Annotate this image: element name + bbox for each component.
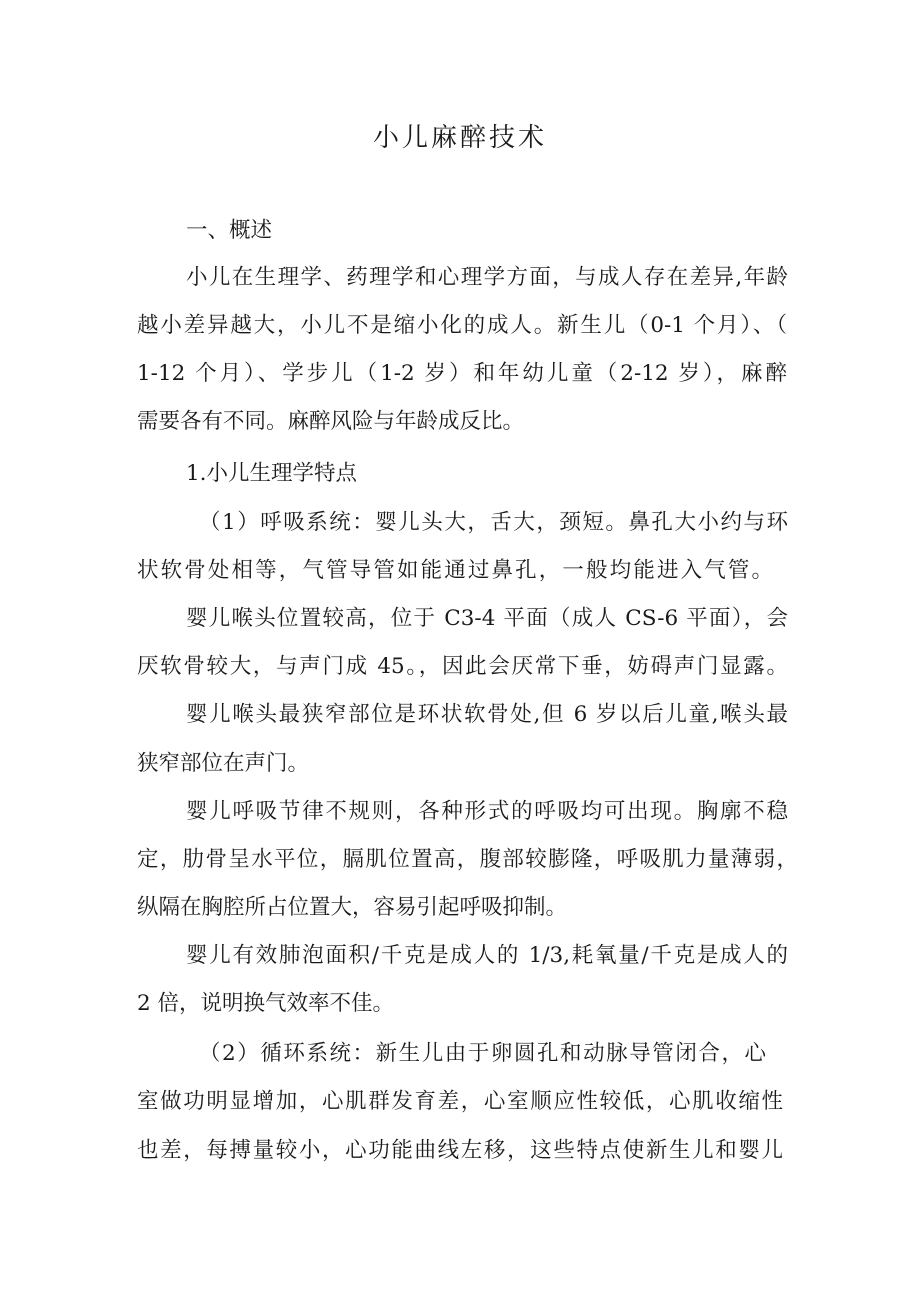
paragraph-line: 1-12 个月）、学步儿（1-2 岁）和年幼儿童（2-12 岁），麻醉: [137, 361, 787, 386]
paragraph-line: 狭窄部位在声门。: [137, 751, 310, 776]
paragraph-line: 婴儿有效肺泡面积/千克是成人的 1/3,耗氧量/千克是成人的: [186, 943, 788, 968]
paragraph-line: 越小差异越大，小儿不是缩小化的成人。新生儿（0-1 个月）、（: [137, 313, 787, 338]
paragraph-line: 婴儿呼吸节律不规则，各种形式的呼吸均可出现。胸廓不稳: [186, 799, 788, 824]
paragraph-line: （2）循环系统：新生儿由于卵圆孔和动脉导管闭合，心: [199, 1041, 766, 1066]
document-title: 小儿麻醉技术: [372, 123, 547, 153]
paragraph-line: 厌软骨较大，与声门成 45。，因此会厌常下垂，妨碍声门显露。: [137, 654, 788, 679]
paragraph-line: 定，肋骨呈水平位，膈肌位置高，腹部较膨隆，呼吸肌力量薄弱，: [137, 847, 798, 872]
paragraph-line: 需要各有不同。麻醉风险与年龄成反比。: [137, 409, 525, 434]
paragraph-line: 婴儿喉头最狭窄部位是环状软骨处,但 6 岁以后儿童,喉头最: [186, 702, 788, 727]
paragraph-line: 纵隔在胸腔所占位置大，容易引起呼吸抑制。: [137, 895, 568, 920]
subsection-heading: 1.小儿生理学特点: [186, 461, 358, 486]
paragraph-line: 室做功明显增加，心肌群发育差，心室顺应性较低，心肌收缩性: [137, 1089, 783, 1114]
paragraph-line: 婴儿喉头位置较高，位于 C3-4 平面（成人 CS-6 平面），会: [186, 606, 788, 631]
paragraph-line: 也差，每搏量较小，心功能曲线左移，这些特点使新生儿和婴儿: [137, 1138, 783, 1163]
paragraph-line: （1）呼吸系统：婴儿头大，舌大，颈短。鼻孔大小约与环: [199, 510, 788, 535]
paragraph-line: 状软骨处相等，气管导管如能通过鼻孔，一般均能进入气管。: [137, 558, 773, 583]
section-heading-overview: 一、概述: [186, 218, 273, 243]
paragraph-line: 小儿在生理学、药理学和心理学方面，与成人存在差异,年龄: [186, 265, 788, 290]
paragraph-line: 2 倍，说明换气效率不佳。: [137, 991, 395, 1016]
